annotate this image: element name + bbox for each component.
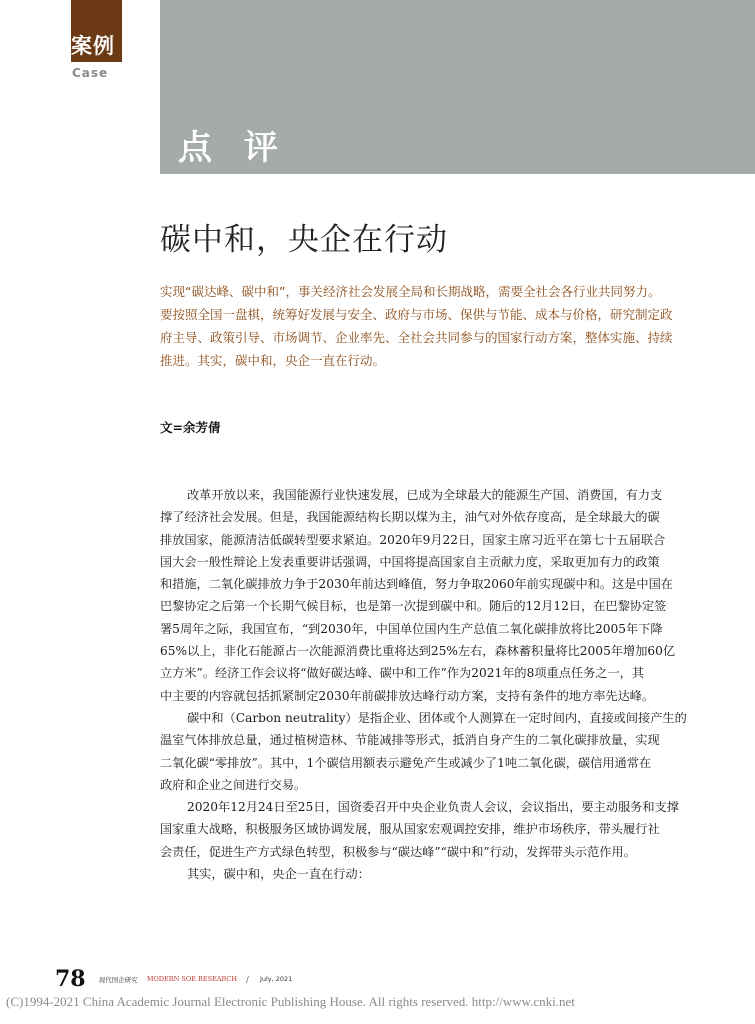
body-line: 国家重大战略，积极服务区域协调发展，服从国家宏观调控安排，维护市场秩序，带头履行社 [160,822,660,837]
page-number: 78 [55,966,86,992]
lead-line: 推进。其实，碳中和，央企一直在行动。 [160,353,386,368]
case-section-label-en: Case [72,66,109,80]
body-line: 巴黎协定之后第一个长期气候目标，也是第一次提到碳中和。随后的12月12日，在巴黎协定签 [160,599,667,614]
body-line: 排放国家，能源清洁低碳转型要求紧迫。2020年9月22日，国家主席习近平在第七十五届联合 [160,532,666,547]
body-line: 政府和企业之间进行交易。 [160,777,307,792]
page-footer [55,966,292,992]
column-title: 点 评 [178,128,288,168]
body-line: 温室气体排放总量，通过植树造林、节能减排等形式，抵消自身产生的二氧化碳排放量，实现 [160,733,660,748]
body-line: 国大会一般性辩论上发表重要讲话强调，中国将提高国家自主贡献力度，采取更加有力的政策 [160,554,660,569]
body-line: 二氧化碳“零排放”。其中，1个碳信用额表示避免产生或减少了1吨二氧化碳，碳信用通常在 [160,755,652,770]
body-line: 2020年12月24日至25日，国资委召开中央企业负责人会议，会议指出，要主动服务和支撑 [187,800,679,815]
copyright-notice: (C)1994-2021 China Academic Journal Electronic Publishing House. All rights reserved. http://www.cnki.net [6,994,575,1009]
body-line: 署5周年之际，我国宣布，“到2030年，中国单位国内生产总值二氧化碳排放将比2005年下降 [160,621,663,636]
body-line: 和措施，二氧化碳排放力争于2030年前达到峰值，努力争取2060年前实现碳中和。这是中国在 [160,577,673,592]
journal-name-cn: 现代国企研究 [98,975,138,984]
article-title: 碳中和，央企在行动 [160,222,448,258]
article-body [160,484,700,885]
body-line: 会责任，促进生产方式绿色转型，积极参与“碳达峰”“碳中和”行动，发挥带头示范作用。 [160,844,636,859]
lead-line: 府主导、政策引导、市场调节、企业率先、全社会共同参与的国家行动方案，整体实施、持续 [160,330,673,345]
footer-separator: / [246,974,249,984]
lead-line: 实现“碳达峰、碳中和”，事关经济社会发展全局和长期战略，需要全社会各行业共同努力。 [160,284,661,299]
body-line: 碳中和（Carbon neutrality）是指企业、团体或个人测算在一定时间内，直接或间接产生的 [187,710,687,725]
body-line: 改革开放以来，我国能源行业快速发展，已成为全球最大的能源生产国、消费国，有力支 [187,488,663,502]
issue-date: July, 2021 [259,975,293,983]
body-line: 其实，碳中和，央企一直在行动： [187,867,370,882]
body-line: 立方米”。经济工作会议将“做好碳达峰、碳中和工作”作为2021年的8项重点任务之一，其 [160,666,645,681]
body-line: 65%以上，非化石能源占一次能源消费比重将达到25%左右，森林蓄积量将比2005年增加60亿 [160,644,676,659]
case-section-label: 案例 [71,34,115,58]
article-author: 文=余芳倩 [160,420,221,435]
body-line: 撑了经济社会发展。但是，我国能源结构长期以煤为主，油气对外依存度高，是全球最大的碳 [160,510,660,525]
lead-line: 要按照全国一盘棋，统筹好发展与安全、政府与市场、保供与节能、成本与价格，研究制定政 [160,307,673,322]
journal-name-en: MODERN SOE RESEARCH [146,975,238,983]
article-lead [160,280,690,372]
body-line: 中主要的内容就包括抓紧制定2030年前碳排放达峰行动方案，支持有条件的地方率先达峰。 [160,688,655,703]
